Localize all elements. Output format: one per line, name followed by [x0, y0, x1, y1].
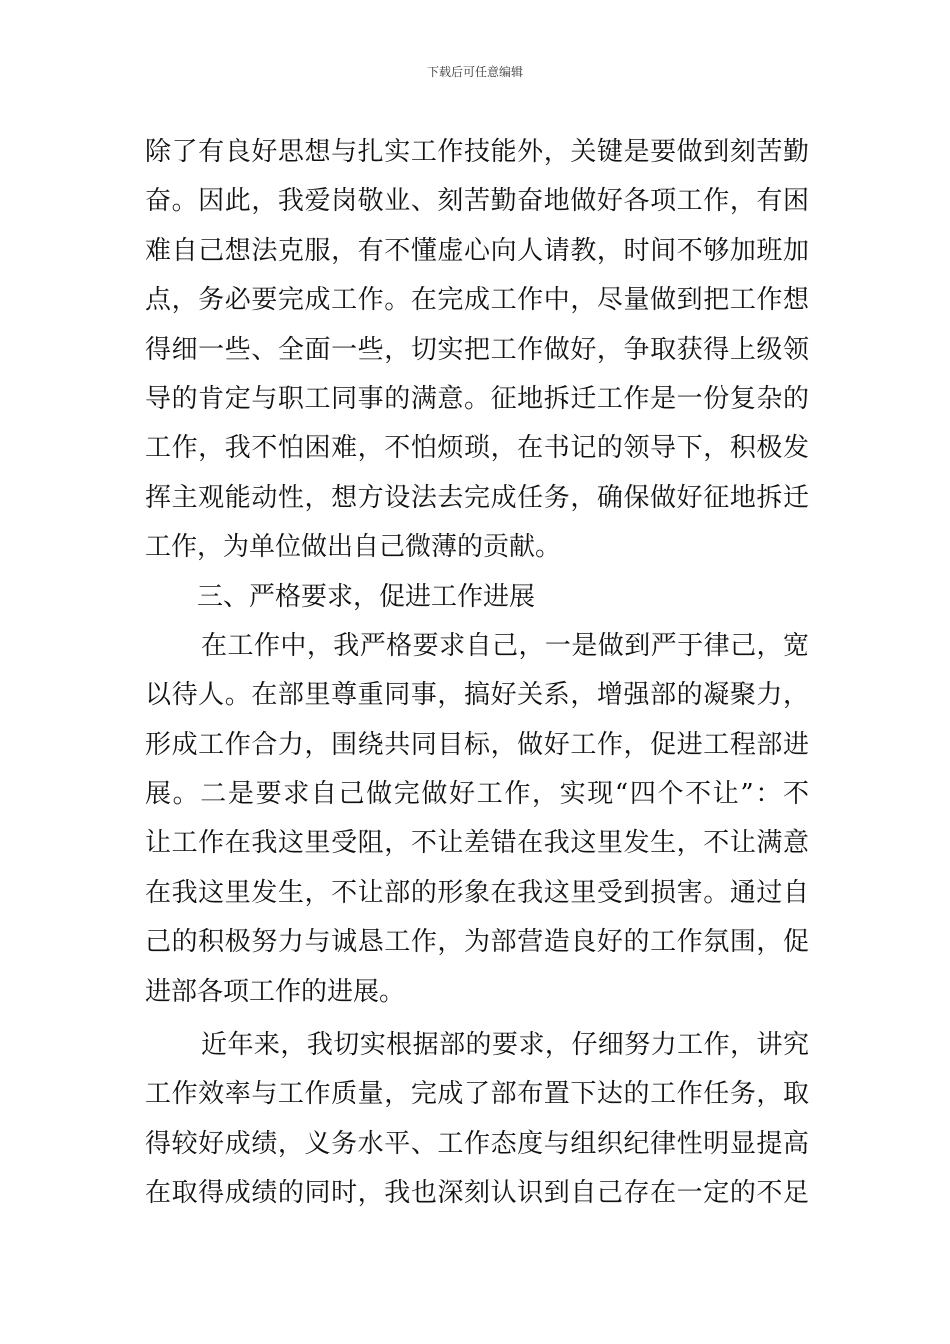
section-heading: 三、严格要求，促进工作进展 — [197, 581, 536, 612]
page-header-note: 下载后可任意编辑 — [426, 65, 523, 79]
text-line: 工作效率与工作质量，完成了部布置下达的工作任务，取 — [145, 1079, 809, 1110]
document-body — [145, 128, 809, 1219]
text-line: 得细一些、全面一些，切实把工作做好，争取获得上级领 — [145, 334, 809, 365]
text-line: 挥主观能动性，想方设法去完成任务，确保做好征地拆迁 — [145, 482, 809, 513]
text-line: 己的积极努力与诚恳工作，为部营造良好的工作氛围，促 — [145, 927, 809, 958]
text-line: 在取得成绩的同时，我也深刻认识到自己存在一定的不足 — [145, 1178, 809, 1209]
text-line: 近年来，我切实根据部的要求，仔细努力工作，讲究 — [201, 1030, 809, 1061]
text-line: 除了有良好思想与扎实工作技能外，关键是要做到刻苦勤 — [145, 137, 809, 167]
text-line: 以待人。在部里尊重同事，搞好关系，增强部的凝聚力， — [145, 680, 809, 711]
text-line: 形成工作合力，围绕共同目标，做好工作，促进工程部进 — [145, 729, 809, 760]
text-line: 难自己想法克服，有不懂虚心向人请教，时间不够加班加 — [145, 235, 809, 266]
text-line: 让工作在我这里受阻，不让差错在我这里发生，不让满意 — [145, 828, 809, 859]
text-line: 在工作中，我严格要求自己，一是做到严于律己，宽 — [201, 630, 809, 661]
text-line: 得较好成绩，义务水平、工作态度与组织纪律性明显提高 — [145, 1128, 809, 1159]
text-line: 工作，我不怕困难，不怕烦琐，在书记的领导下，积极发 — [145, 433, 809, 464]
text-line: 展。二是要求自己做完做好工作，实现“四个不让”：不 — [145, 779, 809, 810]
text-line: 导的肯定与职工同事的满意。征地拆迁工作是一份复杂的 — [145, 383, 809, 414]
text-line: 奋。因此，我爱岗敬业、刻苦勤奋地做好各项工作，有困 — [145, 186, 809, 217]
text-line: 点，务必要完成工作。在完成工作中，尽量做到把工作想 — [145, 285, 809, 316]
text-line: 进部各项工作的进展。 — [145, 976, 406, 1007]
text-line: 工作，为单位做出自己微薄的贡献。 — [145, 532, 562, 563]
text-line: 在我这里发生，不让部的形象在我这里受到损害。通过自 — [145, 877, 809, 908]
